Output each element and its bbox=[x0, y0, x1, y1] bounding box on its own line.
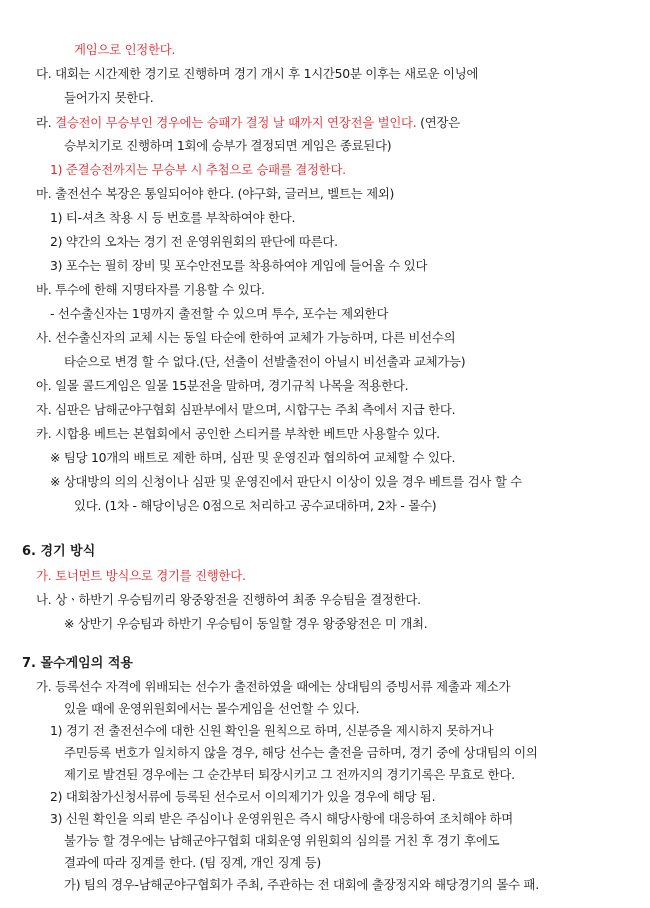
rule-7-3-cont1: 불가능 할 경우에는 남해군야구협회 대회운영 위원회의 심의를 거친 후 경기 후에도 bbox=[64, 833, 500, 848]
rule-7-1-cont1: 주민등록 번호가 일치하지 않을 경우, 해당 선수는 출전을 금하며, 경기 중에 상대팀의 이의 bbox=[64, 745, 538, 760]
rule-ra-extension: 라. 결승전이 무승부인 경우에는 승패가 결정 날 때까지 연장전을 벌인다. (연장은 bbox=[36, 115, 460, 130]
rule-7-ga-cont: 있을 때에 운영위원회에서는 몰수게임을 선언할 수 있다. bbox=[64, 701, 360, 716]
rule-ra-semifinal: 1) 준결승전까지는 무승부 시 추첨으로 승패를 결정한다. bbox=[50, 162, 346, 177]
rule-sa-substitution: 사. 선수출신자의 교체 시는 동일 타순에 한하여 교체가 가능하며, 다른 비선수의 bbox=[36, 330, 456, 345]
rule-7-1: 1) 경기 전 출전선수에 대한 신원 확인을 원칙으로 하며, 신분증을 제시하지 못하거나 bbox=[50, 723, 494, 738]
section-6-title: 6. 경기 방식 bbox=[22, 544, 96, 559]
rule-a-called-game: 아. 일몰 콜드게임은 일몰 15분전을 말하며, 경기규칙 나목을 적용한다. bbox=[36, 378, 409, 393]
rule-6-note: ※ 상반기 우승팀과 하반기 우승팀이 동일할 경우 왕중왕전은 미 개최. bbox=[64, 616, 428, 631]
rule-ba-designated-hitter: 바. 투수에 한해 지명타자를 기용할 수 있다. bbox=[36, 282, 265, 297]
rule-6-ga: 가. 토너먼트 방식으로 경기를 진행한다. bbox=[36, 568, 246, 583]
rule-7-3: 3) 신원 확인을 의뢰 받은 주심이나 운영위원은 즉시 해당사항에 대응하여 조치해야 하며 bbox=[50, 811, 513, 826]
rule-ma-1: 1) 티-셔츠 착용 시 등 번호를 부착하여야 한다. bbox=[50, 210, 296, 225]
rule-ka-note2: ※ 상대방의 의의 신청이나 심판 및 운영진에서 판단시 이상이 있을 경우 베트를 검사 할 수 bbox=[50, 474, 522, 489]
rule-ka-note2-cont: 있다. (1차 - 해당이닝은 0점으로 처리하고 공수교대하며, 2차 - 몰수) bbox=[74, 498, 437, 513]
rule-7-3-cont2: 결과에 따라 징계를 한다. (팀 징계, 개인 징계 등) bbox=[64, 855, 322, 870]
rule-7-3-ga-team: 가) 팀의 경우-남해군야구협회가 주최, 주관하는 전 대회에 출장정지와 해당경기의 몰수 패. bbox=[64, 877, 539, 892]
rule-ma-uniform: 마. 출전선수 복장은 통일되어야 한다. (야구화, 글러브, 벨트는 제외) bbox=[36, 186, 395, 201]
rule-da-time-limit: 다. 대회는 시간제한 경기로 진행하며 경기 개시 후 1시간50분 이후는 새로운 이닝에 bbox=[36, 66, 479, 81]
rule-ma-2: 2) 약간의 오차는 경기 전 운영위원회의 판단에 따른다. bbox=[50, 234, 338, 249]
rule-ka-bat: 카. 시합용 베트는 본협회에서 공인한 스티커를 부착한 베트만 사용할수 있다. bbox=[36, 426, 440, 441]
rule-7-1-cont2: 제기로 발견된 경우에는 그 순간부터 퇴장시키고 그 전까지의 경기기록은 무효로 한다. bbox=[64, 767, 515, 782]
rule-7-2: 2) 대회참가신청서류에 등록된 선수로서 이의제기가 있을 경우에 해당 됨. bbox=[50, 789, 436, 804]
rule-da-cont: 들어가지 못한다. bbox=[64, 90, 154, 105]
section-7-title: 7. 몰수게임의 적용 bbox=[22, 656, 133, 671]
rule-ka-note1: ※ 팀당 10개의 배트로 제한 하며, 심판 및 운영진과 협의하여 교체할 수 있다. bbox=[50, 450, 456, 465]
rule-ma-3: 3) 포수는 필히 장비 및 포수안전모를 착용하여야 게임에 들어올 수 있다 bbox=[50, 258, 428, 273]
rule-ra-cont: 승부치기로 진행하며 1회에 승부가 결정되면 게임은 종료된다) bbox=[64, 138, 392, 153]
rule-sa-cont: 타순으로 변경 할 수 없다.(단, 선출이 선발출전이 아닐시 비선출과 교체가능) bbox=[64, 354, 466, 369]
line-game-recognized: 게임으로 인정한다. bbox=[74, 42, 176, 57]
rule-7-ga: 가. 등록선수 자격에 위배되는 선수가 출전하였을 때에는 상대팀의 증빙서류 제출과 제소가 bbox=[36, 679, 511, 694]
rule-ja-umpire: 자. 심판은 남해군야구협회 심판부에서 맡으며, 시합구는 주최 측에서 지급 한다. bbox=[36, 402, 456, 417]
rule-ba-sub: - 선수출신자는 1명까지 출전할 수 있으며 투수, 포수는 제외한다 bbox=[50, 306, 389, 321]
rule-6-na: 나. 상ㆍ하반기 우승팀끼리 왕중왕전을 진행하여 최종 우승팀을 결정한다. bbox=[36, 592, 421, 607]
